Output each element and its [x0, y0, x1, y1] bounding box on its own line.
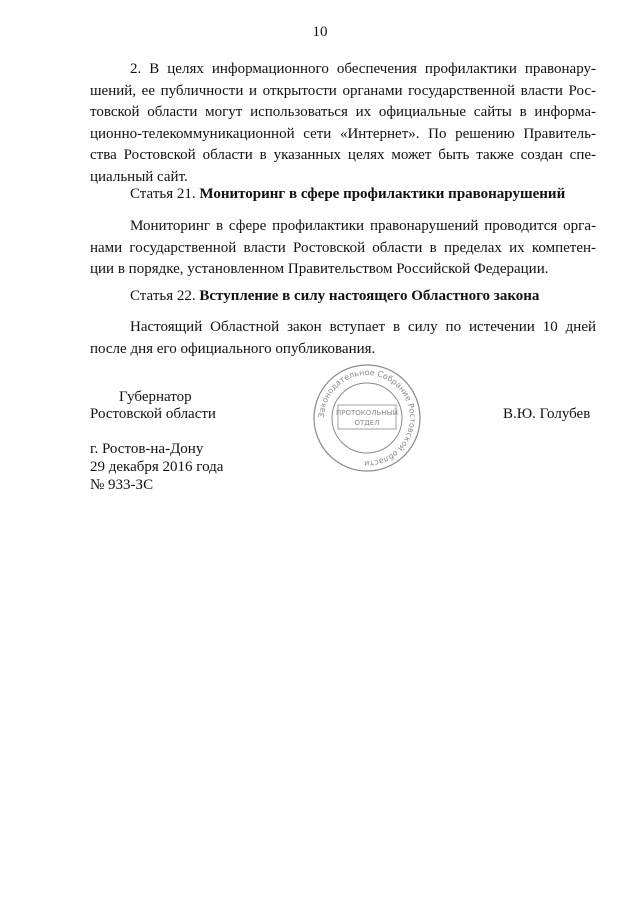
seal-inner-line1: ПРОТОКОЛЬНЫЙ: [335, 409, 399, 417]
paragraph-entry-into-force: [90, 317, 596, 360]
paragraph-monitoring: [90, 216, 596, 281]
text-line: товской области могут использоваться их официальные сайты в информа-: [90, 104, 596, 120]
official-seal: [312, 363, 422, 473]
paragraph-information-support: [90, 59, 596, 188]
text-line: ционно-телекоммуникационной сети «Интернет». По решению Правитель-: [90, 125, 596, 142]
seal-inner-line2: ОТДЕЛ: [354, 419, 380, 427]
article-22-title: Вступление в силу настоящего Областного закона: [199, 288, 540, 304]
text-line: 2. В целях информационного обеспечения профилактики правонару-: [130, 61, 596, 77]
text-line: после дня его официального опубликования.: [90, 340, 376, 357]
governor-title-line1: Губернатор: [119, 389, 192, 405]
governor-title-line2: Ростовской области: [90, 406, 216, 422]
article-22-prefix: Статья 22.: [130, 288, 196, 304]
text-line: ции в порядке, установленном Правительством Российской Федерации.: [90, 261, 549, 277]
text-line: циальный сайт.: [90, 168, 188, 185]
article-22-heading: [130, 286, 539, 308]
law-number: № 933-ЗС: [90, 477, 154, 493]
text-line: Мониторинг в сфере профилактики правонарушений проводится орга-: [130, 218, 596, 234]
text-line: нами государственной власти Ростовской области в пределах их компетен-: [90, 239, 596, 256]
article-21-heading: [130, 184, 565, 206]
seal-outer-text: Законодательное Собрание Ростовской области: [316, 367, 418, 469]
text-line: шений, ее публичности и открытости органами государственной власти Рос-: [90, 82, 596, 99]
text-line: ства Ростовской области в указанных целях может быть также создан спе-: [90, 147, 596, 163]
signatory-name: В.Ю. Голубев: [503, 406, 591, 422]
article-21-title: Мониторинг в сфере профилактики правонарушений: [199, 186, 566, 202]
text-line: Настоящий Областной закон вступает в силу по истечении 10 дней: [130, 319, 596, 335]
page-number: 10: [312, 24, 328, 40]
article-21-prefix: Статья 21.: [130, 186, 196, 202]
signing-place: г. Ростов-на-Дону: [90, 441, 204, 457]
signing-date: 29 декабря 2016 года: [90, 459, 224, 475]
